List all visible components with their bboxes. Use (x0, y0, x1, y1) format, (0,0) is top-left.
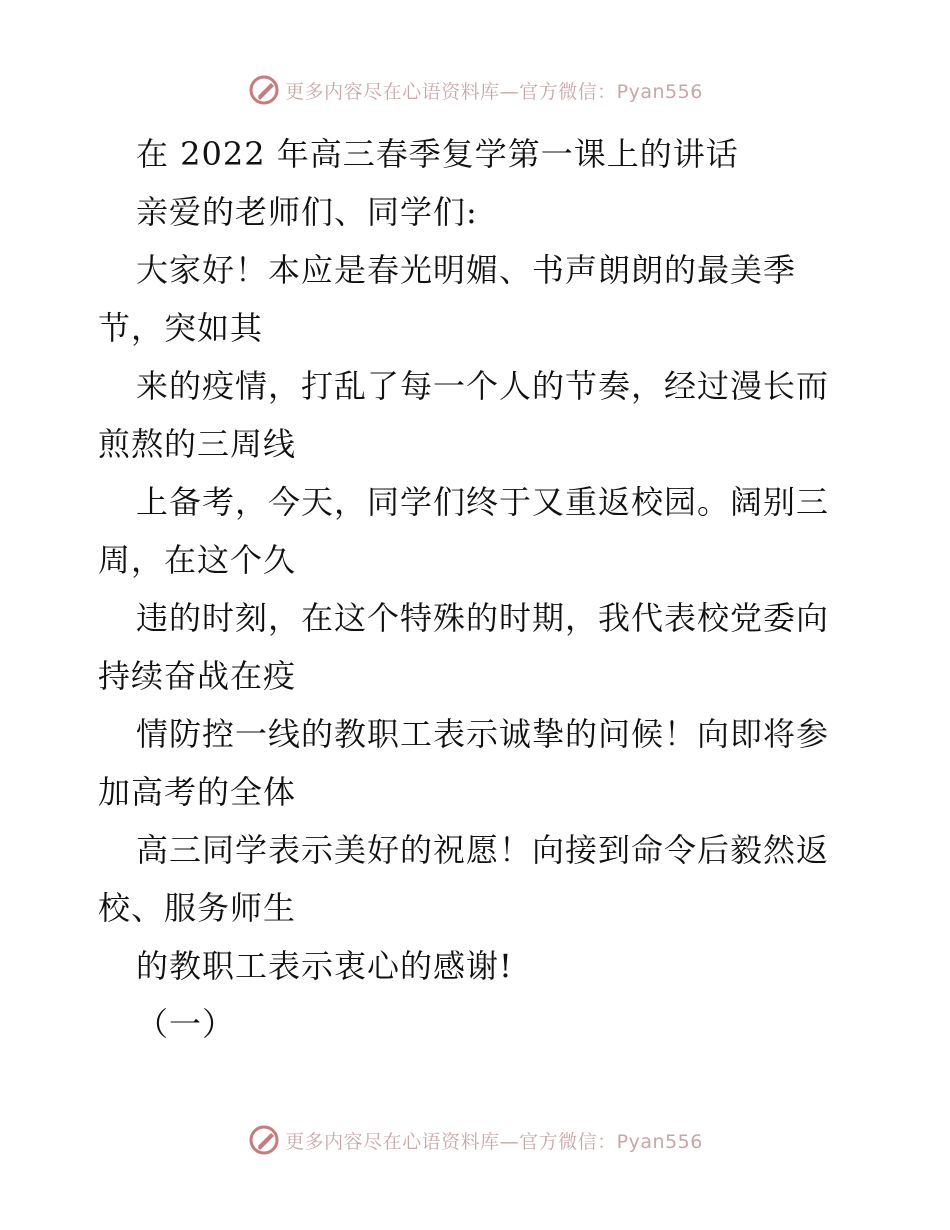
paragraph-line: 来的疫情，打乱了每一个人的节奏，经过漫长而 (136, 367, 830, 405)
paragraph-line: 节，突如其 (98, 309, 264, 347)
paragraph-line: 违的时刻，在这个特殊的时期，我代表校党委向 (136, 599, 830, 637)
quill-seal-icon (247, 73, 281, 107)
paragraph-line: 大家好！本应是春光明媚、书声朗朗的最美季 (136, 251, 797, 289)
paragraph-line: 情防控一线的教职工表示诚挚的问候！向即将参 (136, 715, 830, 753)
paragraph-line: 校、服务师生 (98, 889, 297, 927)
paragraph-line: 加高考的全体 (98, 773, 297, 811)
salutation: 亲爱的老师们、同学们: (136, 193, 478, 231)
document-body (98, 125, 858, 1053)
section-heading: （一） (136, 1005, 236, 1043)
footer-banner (0, 1120, 950, 1160)
quill-seal-icon (247, 1123, 281, 1157)
paragraph-line: 上备考，今天，同学们终于又重返校园。阔别三 (136, 483, 830, 521)
paragraph-line: 高三同学表示美好的祝愿！向接到命令后毅然返 (136, 831, 830, 869)
paragraph-line: 持续奋战在疫 (98, 657, 297, 695)
paragraph-line: 煎熬的三周线 (98, 425, 297, 463)
footer-banner-text: 更多内容尽在心语资料库—官方微信：Pyan556 (285, 1130, 703, 1153)
document-title: 在 2022 年高三春季复学第一课上的讲话 (136, 135, 739, 173)
header-banner-text: 更多内容尽在心语资料库—官方微信：Pyan556 (285, 80, 703, 103)
header-banner (0, 70, 950, 110)
paragraph-line: 周，在这个久 (98, 541, 297, 579)
paragraph-line: 的教职工表示衷心的感谢! (136, 947, 513, 985)
